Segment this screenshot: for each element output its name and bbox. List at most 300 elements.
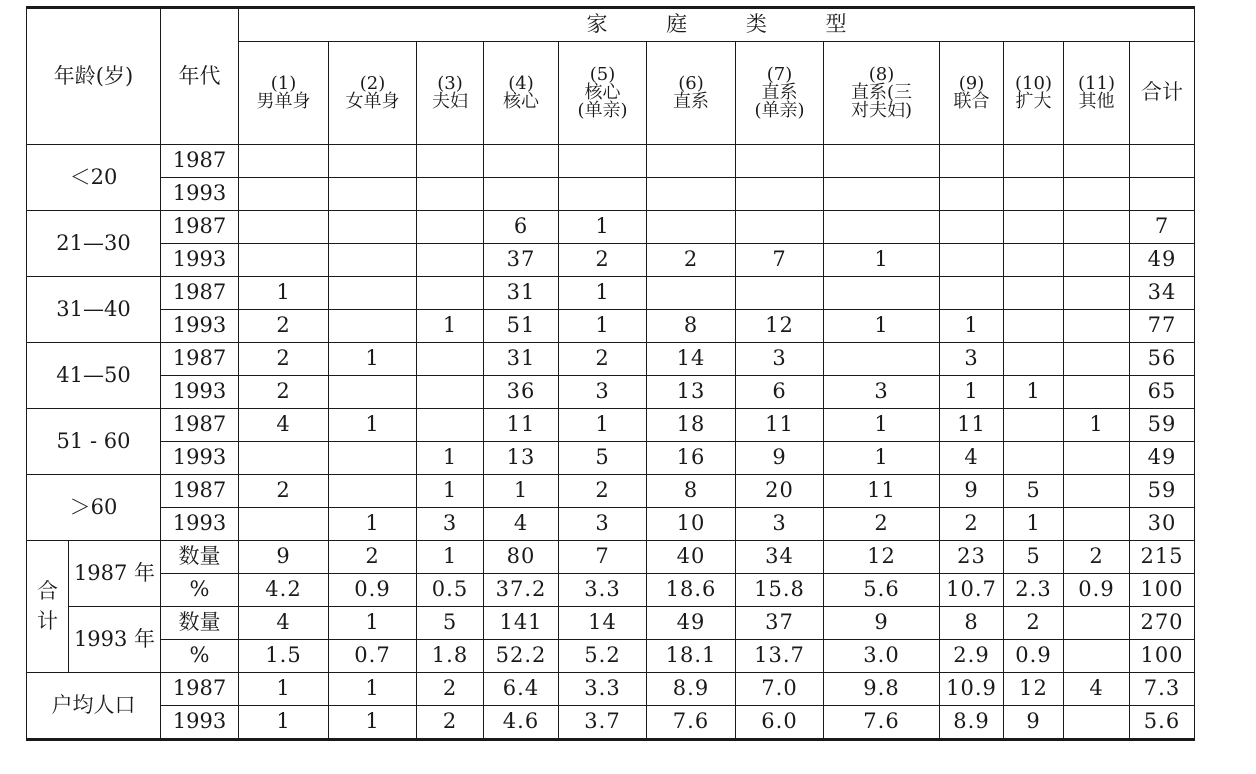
table-cell: [329, 277, 417, 310]
table-cell: [329, 442, 417, 475]
table-cell: 77: [1130, 310, 1195, 343]
table-cell: 7.0: [736, 673, 824, 706]
table-cell: 6.0: [736, 706, 824, 740]
table-cell: 3: [736, 343, 824, 376]
age-group-label: ＜20: [27, 145, 161, 211]
table-cell: 1.5: [239, 640, 329, 673]
table-row: [27, 211, 1195, 244]
table-cell: 1: [417, 442, 484, 475]
table-cell: [940, 145, 1004, 178]
table-cell: [1004, 145, 1064, 178]
table-row: [27, 442, 1195, 475]
age-group-label: 31—40: [27, 277, 161, 343]
column-header: [647, 42, 736, 145]
table-cell: 1: [940, 376, 1004, 409]
table-cell: 9: [1004, 706, 1064, 740]
table-cell: [824, 343, 940, 376]
age-group-label: 21—30: [27, 211, 161, 277]
table-cell: 10.9: [940, 673, 1004, 706]
table-row: [27, 277, 1195, 310]
total-row: [27, 640, 1195, 673]
table-cell: 7: [1130, 211, 1195, 244]
table-cell: [239, 508, 329, 541]
table-cell: 5.6: [824, 574, 940, 607]
table-cell: 20: [736, 475, 824, 508]
column-label: 直系(三: [850, 82, 913, 103]
table-cell: 4: [239, 409, 329, 442]
table-cell: 31: [484, 277, 559, 310]
table-cell: 2: [417, 673, 484, 706]
totals-measure-label: %: [161, 574, 239, 607]
table-cell: 100: [1130, 640, 1195, 673]
table-cell: [1064, 145, 1130, 178]
table-cell: [1064, 343, 1130, 376]
table-cell: 1: [1004, 376, 1064, 409]
table-cell: 1: [329, 673, 417, 706]
table-row: [27, 343, 1195, 376]
table-cell: [736, 277, 824, 310]
table-row: [27, 145, 1195, 178]
table-cell: [1064, 442, 1130, 475]
table-cell: [239, 211, 329, 244]
totals-measure-label: %: [161, 640, 239, 673]
table-cell: 1: [329, 607, 417, 640]
column-header: [1004, 42, 1064, 145]
table-cell: [1004, 244, 1064, 277]
table-cell: 8: [647, 475, 736, 508]
column-header: [417, 42, 484, 145]
table-cell: [1004, 277, 1064, 310]
table-cell: 13.7: [736, 640, 824, 673]
totals-measure-label: 数量: [161, 541, 239, 574]
row-year: 1993: [161, 442, 239, 475]
table-cell: 0.9: [1064, 574, 1130, 607]
table-cell: [736, 178, 824, 211]
table-cell: 49: [1130, 442, 1195, 475]
table-cell: 8: [940, 607, 1004, 640]
table-cell: [329, 475, 417, 508]
table-cell: 4.2: [239, 574, 329, 607]
table-cell: 1: [239, 277, 329, 310]
table-cell: [239, 442, 329, 475]
table-cell: 1: [484, 475, 559, 508]
table-cell: 2.3: [1004, 574, 1064, 607]
table-cell: 4: [1064, 673, 1130, 706]
table-cell: 3: [824, 376, 940, 409]
totals-label: [27, 541, 69, 673]
table-cell: [239, 178, 329, 211]
family-type-group-header: 家 庭 类 型: [239, 8, 1195, 42]
table-cell: 7.3: [1130, 673, 1195, 706]
table-cell: [1064, 178, 1130, 211]
table-cell: 4: [484, 508, 559, 541]
table-cell: [1004, 409, 1064, 442]
row-year: 1993: [161, 178, 239, 211]
row-year: 1987: [161, 145, 239, 178]
table-cell: [1004, 442, 1064, 475]
row-year: 1993: [161, 244, 239, 277]
table-cell: 2: [239, 343, 329, 376]
table-cell: [329, 376, 417, 409]
table-cell: [736, 145, 824, 178]
table-cell: 2: [1004, 607, 1064, 640]
table-cell: 4.6: [484, 706, 559, 740]
table-cell: 11: [824, 475, 940, 508]
table-cell: [1064, 475, 1130, 508]
table-cell: 40: [647, 541, 736, 574]
table-cell: 5: [417, 607, 484, 640]
table-cell: [1130, 178, 1195, 211]
total-row: [27, 541, 1195, 574]
table-cell: [417, 376, 484, 409]
table-cell: [647, 145, 736, 178]
table-cell: [1130, 145, 1195, 178]
table-cell: [484, 178, 559, 211]
table-cell: [417, 277, 484, 310]
row-year: 1993: [161, 310, 239, 343]
table-cell: [329, 178, 417, 211]
column-header: [824, 42, 940, 145]
total-row: [27, 574, 1195, 607]
table-cell: [417, 211, 484, 244]
header-row-group: [27, 8, 1195, 42]
household-label: 户均人口: [27, 673, 161, 740]
table-cell: [1004, 310, 1064, 343]
table-cell: 141: [484, 607, 559, 640]
table-cell: 2: [1064, 541, 1130, 574]
household-row: [27, 673, 1195, 706]
column-header: [940, 42, 1004, 145]
totals-measure-label: 数量: [161, 607, 239, 640]
table-cell: 15.8: [736, 574, 824, 607]
column-number: (8): [868, 64, 895, 85]
table-cell: 2: [239, 310, 329, 343]
table-cell: 1: [417, 475, 484, 508]
table-cell: 12: [1004, 673, 1064, 706]
table-cell: 37: [736, 607, 824, 640]
table-cell: 9: [940, 475, 1004, 508]
totals-label-bottom: 计: [37, 608, 58, 633]
table-cell: 1: [824, 310, 940, 343]
age-group-label: 41—50: [27, 343, 161, 409]
column-number: (9): [958, 73, 985, 94]
column-number: (3): [437, 73, 463, 94]
table-cell: 49: [647, 607, 736, 640]
total-row: [27, 607, 1195, 640]
table-cell: 49: [1130, 244, 1195, 277]
column-number: (11): [1078, 73, 1115, 94]
table-cell: 10: [647, 508, 736, 541]
row-year: 1993: [161, 706, 239, 740]
table-cell: 23: [940, 541, 1004, 574]
column-number: (10): [1015, 73, 1052, 94]
table-cell: [1064, 706, 1130, 740]
table-cell: 3.0: [824, 640, 940, 673]
table-cell: [940, 178, 1004, 211]
table-cell: [329, 211, 417, 244]
total-header: 合计: [1130, 42, 1195, 145]
table-cell: 2.9: [940, 640, 1004, 673]
table-cell: 5: [559, 442, 647, 475]
table-cell: 2: [417, 706, 484, 740]
row-year: 1987: [161, 409, 239, 442]
table-cell: 0.7: [329, 640, 417, 673]
table-cell: 2: [647, 244, 736, 277]
column-header: [736, 42, 824, 145]
table-cell: [1064, 640, 1130, 673]
table-cell: 9: [824, 607, 940, 640]
age-group-label: ＞60: [27, 475, 161, 541]
table-cell: 2: [559, 244, 647, 277]
column-label: 扩大: [1015, 91, 1052, 112]
table-cell: 1: [417, 310, 484, 343]
column-number: (4): [508, 73, 534, 94]
table-cell: 2: [239, 475, 329, 508]
table-cell: 8: [647, 310, 736, 343]
table-cell: 12: [824, 541, 940, 574]
table-cell: 3.3: [559, 574, 647, 607]
table-cell: 37.2: [484, 574, 559, 607]
table-cell: 215: [1130, 541, 1195, 574]
column-number: (6): [678, 73, 704, 94]
table-cell: 1: [824, 442, 940, 475]
column-header: [559, 42, 647, 145]
column-label: 直系: [673, 91, 709, 112]
table-cell: [559, 145, 647, 178]
table-cell: 1.8: [417, 640, 484, 673]
table-cell: 3: [417, 508, 484, 541]
table-cell: 14: [647, 343, 736, 376]
table-cell: 5: [1004, 475, 1064, 508]
table-cell: 1: [559, 277, 647, 310]
age-group-label: 51 - 60: [27, 409, 161, 475]
table-cell: 18.6: [647, 574, 736, 607]
column-label: 直系: [761, 82, 798, 103]
table-cell: 2: [824, 508, 940, 541]
column-label: 联合: [953, 91, 990, 112]
table-cell: 1: [329, 706, 417, 740]
table-cell: 9: [736, 442, 824, 475]
column-label: 其他: [1078, 91, 1115, 112]
table-cell: 36: [484, 376, 559, 409]
table-cell: [239, 145, 329, 178]
table-cell: 13: [647, 376, 736, 409]
table-cell: 0.9: [1004, 640, 1064, 673]
table-cell: [239, 244, 329, 277]
table-cell: 80: [484, 541, 559, 574]
table-cell: [940, 211, 1004, 244]
column-number: (7): [766, 64, 793, 85]
table-cell: [736, 211, 824, 244]
table-cell: 1: [559, 409, 647, 442]
table-cell: 7.6: [647, 706, 736, 740]
table-cell: [1004, 343, 1064, 376]
table-cell: 1: [940, 310, 1004, 343]
table-cell: 14: [559, 607, 647, 640]
table-cell: [559, 178, 647, 211]
column-number: (5): [589, 64, 616, 85]
table-row: [27, 376, 1195, 409]
table-cell: 3.3: [559, 673, 647, 706]
table-cell: 1: [1004, 508, 1064, 541]
table-cell: 30: [1130, 508, 1195, 541]
table-cell: [1064, 310, 1130, 343]
table-cell: [647, 178, 736, 211]
column-label: 核心: [584, 82, 621, 103]
column-label: 女单身: [345, 91, 400, 112]
table-cell: [329, 145, 417, 178]
table-cell: [647, 277, 736, 310]
table-cell: [824, 178, 940, 211]
table-cell: 52.2: [484, 640, 559, 673]
table-cell: 4: [940, 442, 1004, 475]
table-row: [27, 508, 1195, 541]
table-cell: 11: [484, 409, 559, 442]
column-label: 男单身: [256, 91, 311, 112]
table-cell: 3: [940, 343, 1004, 376]
table-cell: [417, 178, 484, 211]
table-cell: 0.9: [329, 574, 417, 607]
table-cell: 31: [484, 343, 559, 376]
table-cell: [940, 277, 1004, 310]
table-cell: 9.8: [824, 673, 940, 706]
table-cell: [417, 343, 484, 376]
table-row: [27, 310, 1195, 343]
table-cell: 1: [239, 706, 329, 740]
table-cell: 7: [736, 244, 824, 277]
table-row: [27, 178, 1195, 211]
table-cell: 1: [824, 409, 940, 442]
table-cell: 1: [329, 343, 417, 376]
table-cell: 10.7: [940, 574, 1004, 607]
table-cell: [329, 310, 417, 343]
table-row: [27, 475, 1195, 508]
table-cell: [417, 145, 484, 178]
table-cell: 2: [239, 376, 329, 409]
table-cell: [647, 211, 736, 244]
row-year: 1993: [161, 508, 239, 541]
column-label: 夫妇: [432, 91, 468, 112]
table-cell: [1004, 211, 1064, 244]
row-year: 1993: [161, 376, 239, 409]
totals-year-label: 1987 年: [69, 541, 161, 607]
table-cell: [1004, 178, 1064, 211]
table-cell: [417, 409, 484, 442]
table-cell: [1064, 244, 1130, 277]
table-cell: 1: [559, 211, 647, 244]
table-cell: 1: [329, 508, 417, 541]
table-cell: 1: [1064, 409, 1130, 442]
table-cell: 59: [1130, 475, 1195, 508]
table-cell: 8.9: [647, 673, 736, 706]
table-cell: [329, 244, 417, 277]
table-cell: 3: [736, 508, 824, 541]
table-cell: 0.5: [417, 574, 484, 607]
table-cell: 8.9: [940, 706, 1004, 740]
table-cell: 7: [559, 541, 647, 574]
table-cell: [824, 145, 940, 178]
row-year: 1987: [161, 211, 239, 244]
table-cell: 270: [1130, 607, 1195, 640]
table-cell: [940, 244, 1004, 277]
row-year: 1987: [161, 343, 239, 376]
table-cell: 4: [239, 607, 329, 640]
table-cell: 3: [559, 508, 647, 541]
column-label: 核心: [503, 91, 539, 112]
table-cell: [824, 211, 940, 244]
column-header: [239, 42, 329, 145]
table-cell: 5.2: [559, 640, 647, 673]
table-row: [27, 244, 1195, 277]
table-cell: 6: [736, 376, 824, 409]
table-cell: 13: [484, 442, 559, 475]
table-cell: [824, 277, 940, 310]
table-cell: [484, 145, 559, 178]
year-header: 年代: [161, 8, 239, 145]
table-cell: 56: [1130, 343, 1195, 376]
table-cell: 2: [940, 508, 1004, 541]
table-cell: [1064, 211, 1130, 244]
table-cell: 37: [484, 244, 559, 277]
table-cell: [1064, 607, 1130, 640]
table-cell: 34: [736, 541, 824, 574]
column-number: (2): [359, 73, 386, 94]
table-cell: 2: [329, 541, 417, 574]
column-header: [484, 42, 559, 145]
table-cell: 7.6: [824, 706, 940, 740]
column-sublabel: (单亲): [754, 100, 805, 121]
table-cell: 65: [1130, 376, 1195, 409]
table-cell: 3.7: [559, 706, 647, 740]
table-cell: 34: [1130, 277, 1195, 310]
table-cell: 9: [239, 541, 329, 574]
table-cell: 1: [824, 244, 940, 277]
table-cell: 1: [239, 673, 329, 706]
table-cell: 59: [1130, 409, 1195, 442]
table-cell: 16: [647, 442, 736, 475]
table-cell: [1064, 376, 1130, 409]
column-header: [329, 42, 417, 145]
table-cell: 11: [940, 409, 1004, 442]
table-cell: 5: [1004, 541, 1064, 574]
table-cell: [1064, 508, 1130, 541]
table-cell: 6: [484, 211, 559, 244]
table-cell: 1: [329, 409, 417, 442]
household-row: [27, 706, 1195, 740]
table-row: [27, 409, 1195, 442]
table-cell: 6.4: [484, 673, 559, 706]
column-header: [1064, 42, 1130, 145]
family-type-table: [26, 6, 1195, 741]
table-cell: 18.1: [647, 640, 736, 673]
column-sublabel: 对夫妇): [850, 100, 913, 121]
row-year: 1987: [161, 475, 239, 508]
column-number: (1): [270, 73, 297, 94]
table-wrapper: [26, 6, 1195, 741]
table-cell: 2: [559, 343, 647, 376]
table-cell: 3: [559, 376, 647, 409]
table-cell: [417, 244, 484, 277]
table-cell: 11: [736, 409, 824, 442]
table-cell: 18: [647, 409, 736, 442]
table-cell: 1: [559, 310, 647, 343]
age-header: 年龄(岁): [27, 8, 161, 145]
table-cell: 12: [736, 310, 824, 343]
table-cell: [1064, 277, 1130, 310]
totals-label-top: 合: [37, 579, 58, 604]
table-cell: 100: [1130, 574, 1195, 607]
row-year: 1987: [161, 277, 239, 310]
